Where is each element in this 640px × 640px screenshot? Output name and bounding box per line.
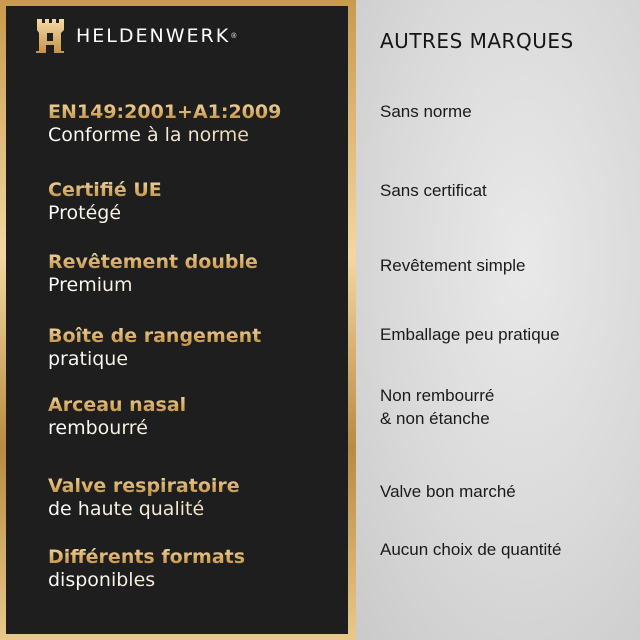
- other-brand-item: [380, 538, 561, 561]
- feature-title: EN149:2001+A1:2009: [48, 100, 348, 124]
- other-brand-item: [380, 254, 526, 277]
- feature-title: Différents formats: [48, 545, 348, 569]
- feature-subtitle: disponibles: [48, 569, 348, 592]
- feature-subtitle: de haute qualité: [48, 498, 348, 521]
- castle-tower-icon: [36, 19, 64, 53]
- brand-name: HELDENWERK: [76, 25, 231, 47]
- other-brand-item: [380, 323, 560, 346]
- feature-subtitle: Conforme à la norme: [48, 124, 348, 147]
- feature-subtitle: Premium: [48, 274, 348, 297]
- other-brand-item: [380, 384, 494, 430]
- feature-valve: [48, 474, 348, 521]
- feature-title: Valve respiratoire: [48, 474, 348, 498]
- feature-title: Revêtement double: [48, 250, 348, 274]
- feature-title: Boîte de rangement: [48, 324, 348, 348]
- other-brand-item: [380, 480, 516, 503]
- other-brand-text: Sans norme: [380, 102, 472, 121]
- feature-certified: [48, 178, 348, 225]
- other-brand-text: Non rembourré: [380, 386, 495, 405]
- feature-title: Arceau nasal: [48, 393, 348, 417]
- feature-subtitle: pratique: [48, 348, 348, 371]
- other-brand-text: Revêtement simple: [380, 256, 526, 275]
- feature-subtitle: Protégé: [48, 202, 348, 225]
- other-brand-item: [380, 100, 472, 123]
- feature-subtitle: rembourré: [48, 417, 348, 440]
- other-brand-text: Aucun choix de quantité: [380, 540, 562, 559]
- other-brand-text: & non étanche: [380, 409, 490, 428]
- registered-mark: ®: [231, 32, 237, 40]
- feature-standard: [48, 100, 348, 147]
- other-brand-item: [380, 179, 487, 202]
- other-brands-header: AUTRES MARQUES: [380, 29, 574, 53]
- feature-formats: [48, 545, 348, 592]
- feature-coating: [48, 250, 348, 297]
- brand-logo: [36, 18, 236, 54]
- feature-nose-bridge: [48, 393, 348, 440]
- feature-title: Certifié UE: [48, 178, 348, 202]
- other-brand-text: Emballage peu pratique: [380, 325, 560, 344]
- other-brand-text: Sans certificat: [380, 181, 487, 200]
- feature-storage-box: [48, 324, 348, 371]
- other-brand-text: Valve bon marché: [380, 482, 516, 501]
